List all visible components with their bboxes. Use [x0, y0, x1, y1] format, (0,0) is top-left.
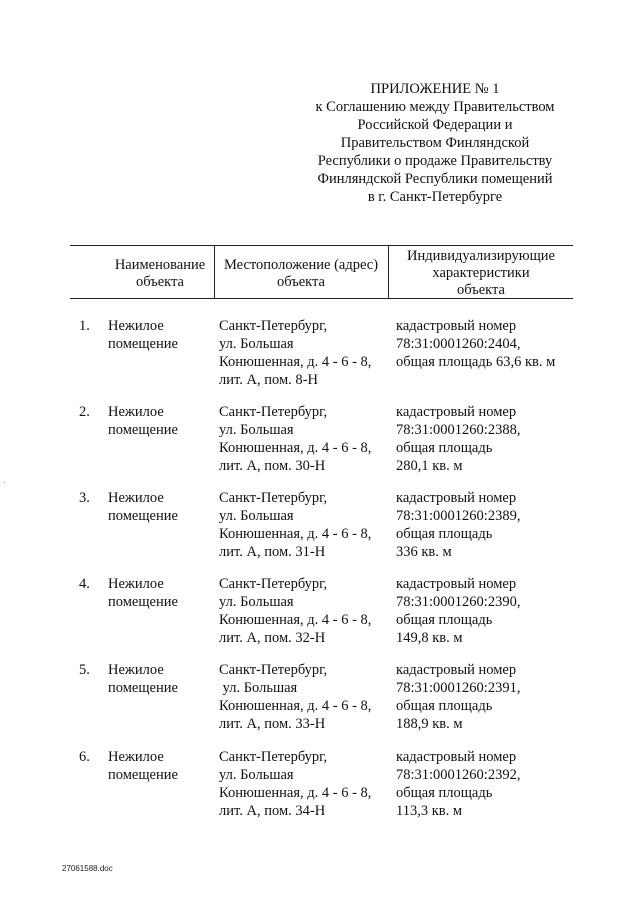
characteristics-line: общая площадь [396, 698, 493, 714]
characteristics-line: общая площадь [396, 785, 493, 801]
row-number: 4. [79, 576, 90, 592]
characteristics-line: 113,3 кв. м [396, 803, 463, 819]
header-line: характеристики [432, 265, 530, 281]
object-characteristics [396, 661, 572, 733]
characteristics-line: общая площадь 63,6 кв. м [396, 354, 556, 370]
header-divider [214, 245, 215, 298]
name-line: Нежилое [108, 749, 164, 765]
address-line: лит. А, пом. 32-Н [219, 630, 326, 646]
object-address [219, 489, 389, 561]
characteristics-line: кадастровый номер [396, 318, 517, 334]
appendix-line: к Соглашению между Правительством [315, 99, 555, 115]
characteristics-line: 78:31:0001260:2392, [396, 767, 521, 783]
name-line: помещение [108, 594, 178, 610]
table-top-rule [70, 245, 573, 246]
header-name [108, 257, 212, 291]
object-characteristics [396, 575, 572, 647]
name-line: Нежилое [108, 576, 164, 592]
address-line: лит. А, пом. 31-Н [219, 544, 326, 560]
characteristics-line: кадастровый номер [396, 576, 517, 592]
object-name [108, 748, 212, 784]
address-line: ул. Большая [219, 336, 294, 352]
address-line: Санкт-Петербург, [219, 662, 328, 678]
address-line: ул. Большая [219, 680, 298, 696]
name-line: помещение [108, 508, 178, 524]
object-characteristics [396, 748, 572, 820]
object-name [108, 489, 212, 525]
characteristics-line: 78:31:0001260:2404, [396, 336, 521, 352]
appendix-line: Правительством Финляндской [340, 135, 530, 151]
characteristics-line: кадастровый номер [396, 404, 517, 420]
object-address [219, 317, 389, 389]
object-name [108, 661, 212, 697]
scan-speck [4, 482, 5, 483]
name-line: помещение [108, 336, 178, 352]
address-line: ул. Большая [219, 767, 294, 783]
characteristics-line: 78:31:0001260:2391, [396, 680, 521, 696]
object-address [219, 575, 389, 647]
name-line: Нежилое [108, 404, 164, 420]
address-line: Конюшенная, д. 4 - 6 - 8, [219, 354, 372, 370]
address-line: лит. А, пом. 8-Н [219, 372, 318, 388]
header-divider [388, 245, 389, 298]
characteristics-line: общая площадь [396, 440, 493, 456]
address-line: ул. Большая [219, 508, 294, 524]
name-line: Нежилое [108, 490, 164, 506]
name-line: помещение [108, 422, 178, 438]
characteristics-line: кадастровый номер [396, 749, 517, 765]
header-line: Наименование [114, 257, 206, 273]
appendix-line: в г. Санкт-Петербурге [367, 189, 503, 205]
row-number: 3. [79, 490, 90, 506]
header-line: Местоположение (адрес) [223, 257, 379, 273]
characteristics-line: 149,8 кв. м [396, 630, 463, 646]
characteristics-line: 78:31:0001260:2389, [396, 508, 521, 524]
object-address [219, 748, 389, 820]
address-line: Конюшенная, д. 4 - 6 - 8, [219, 612, 372, 628]
object-characteristics [396, 403, 572, 475]
name-line: помещение [108, 767, 178, 783]
characteristics-line: 78:31:0001260:2388, [396, 422, 521, 438]
row-number: 5. [79, 662, 90, 678]
header-address [216, 257, 386, 291]
object-address [219, 403, 389, 475]
address-line: лит. А, пом. 33-Н [219, 716, 326, 732]
document-filename: 27061588.doc [62, 864, 113, 873]
characteristics-line: общая площадь [396, 526, 493, 542]
address-line: Санкт-Петербург, [219, 318, 328, 334]
object-name [108, 575, 212, 611]
address-line: Конюшенная, д. 4 - 6 - 8, [219, 785, 372, 801]
address-line: Конюшенная, д. 4 - 6 - 8, [219, 440, 372, 456]
address-line: лит. А, пом. 30-Н [219, 458, 326, 474]
characteristics-line: 78:31:0001260:2390, [396, 594, 521, 610]
appendix-line: Республики о продаже Правительству [317, 153, 553, 169]
characteristics-line: 280,1 кв. м [396, 458, 463, 474]
object-characteristics [396, 317, 572, 371]
row-number: 1. [79, 318, 90, 334]
address-line: Конюшенная, д. 4 - 6 - 8, [219, 526, 372, 542]
address-line: Санкт-Петербург, [219, 576, 328, 592]
address-line: Санкт-Петербург, [219, 490, 328, 506]
characteristics-line: кадастровый номер [396, 662, 517, 678]
address-line: Санкт-Петербург, [219, 404, 328, 420]
address-line: ул. Большая [219, 594, 294, 610]
header-line: объекта [135, 274, 184, 290]
row-number: 2. [79, 404, 90, 420]
appendix-title: ПРИЛОЖЕНИЕ № 1 [370, 81, 500, 97]
header-line: Индивидуализирующие [407, 248, 555, 264]
header-characteristics [390, 248, 572, 299]
characteristics-line: общая площадь [396, 612, 493, 628]
header-line: объекта [276, 274, 325, 290]
object-characteristics [396, 489, 572, 561]
characteristics-line: 336 кв. м [396, 544, 452, 560]
header-line: объекта [456, 282, 505, 298]
address-line: ул. Большая [219, 422, 294, 438]
name-line: Нежилое [108, 662, 164, 678]
object-address [219, 661, 389, 733]
appendix-line: Российской Федерации и [357, 117, 513, 133]
characteristics-line: кадастровый номер [396, 490, 517, 506]
object-name [108, 317, 212, 353]
row-number: 6. [79, 749, 90, 765]
characteristics-line: 188,9 кв. м [396, 716, 463, 732]
name-line: помещение [108, 680, 178, 696]
object-name [108, 403, 212, 439]
address-line: лит. А, пом. 34-Н [219, 803, 326, 819]
name-line: Нежилое [108, 318, 164, 334]
address-line: Конюшенная, д. 4 - 6 - 8, [219, 698, 372, 714]
appendix-heading [300, 80, 570, 206]
appendix-line: Финляндской Республики помещений [317, 171, 553, 187]
address-line: Санкт-Петербург, [219, 749, 328, 765]
